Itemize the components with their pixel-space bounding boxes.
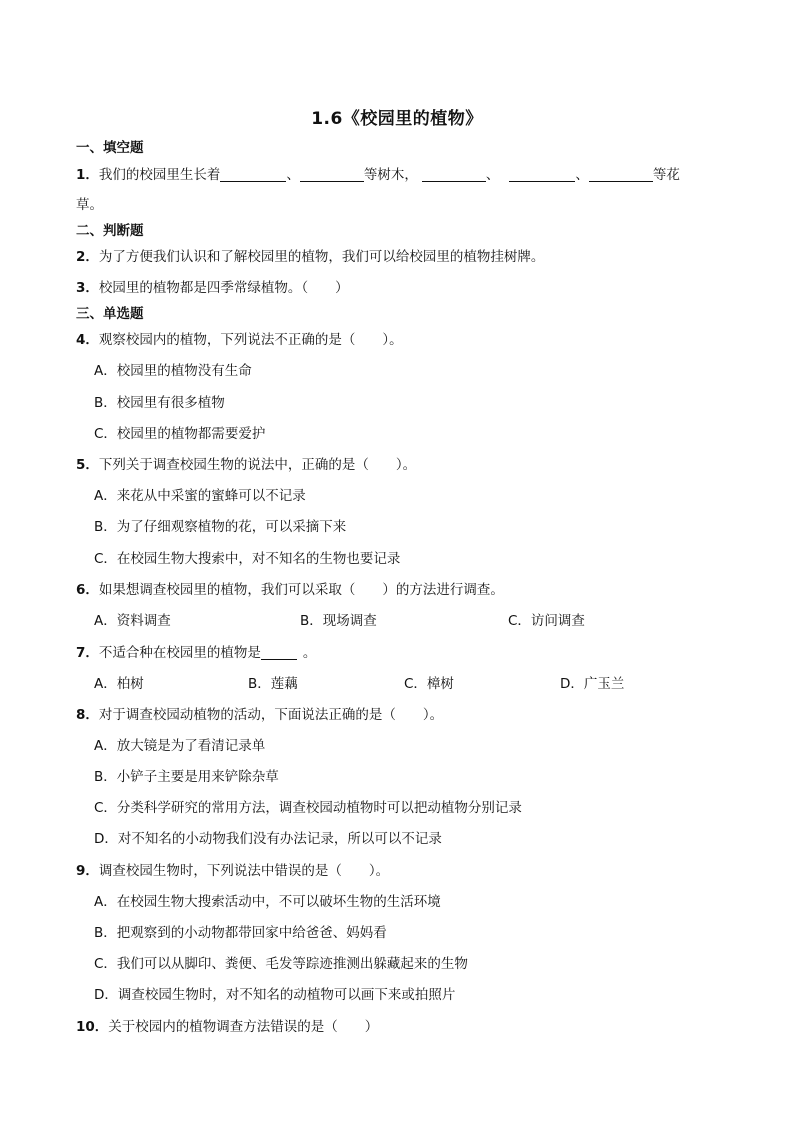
question-text: 调查校园生物时，下列说法中错误的是（ ）。 — [98, 863, 390, 879]
question-text: 校园里的植物都是四季常绿植物。（ ） — [98, 280, 349, 296]
section-single-choice: 三、单选题 — [76, 306, 144, 322]
section-fill-in: 一、填空题 — [76, 140, 144, 156]
question-text: 如果想调查校园里的植物，我们可以采取（ ）的方法进行调查。 — [98, 582, 504, 598]
question-5 — [76, 456, 416, 474]
option-d[interactable]: D．对不知名的小动物我们没有办法记录，所以可以不记录 — [94, 831, 442, 847]
answer-blank[interactable] — [220, 167, 286, 182]
option-c[interactable]: C．我们可以从脚印、粪便、毛发等踪迹推测出躲藏起来的生物 — [94, 956, 468, 972]
question-4 — [76, 331, 403, 349]
question-number: 5． — [76, 457, 99, 473]
question-2 — [76, 248, 544, 266]
option-b[interactable]: B．为了仔细观察植物的花，可以采摘下来 — [94, 519, 347, 535]
option-d[interactable]: D．调查校园生物时，对不知名的动植物可以画下来或拍照片 — [94, 987, 456, 1003]
question-text: 。 — [302, 645, 317, 661]
option-c[interactable]: C．在校园生物大搜索中，对不知名的生物也要记录 — [94, 551, 401, 567]
question-number: 3． — [76, 280, 99, 296]
section-true-false: 二、判断题 — [76, 223, 144, 239]
question-number: 9． — [76, 863, 99, 879]
question-8 — [76, 706, 443, 724]
answer-blank[interactable] — [300, 167, 364, 182]
question-text: 我们的校园里生长着 — [98, 167, 221, 183]
question-number: 10． — [76, 1019, 109, 1035]
question-text: 等树木， — [363, 167, 418, 183]
question-text: 等花 — [652, 167, 680, 183]
answer-blank[interactable] — [509, 167, 575, 182]
page-title: 1.6《校园里的植物》 — [311, 109, 483, 129]
option-a[interactable]: A．校园里的植物没有生命 — [94, 363, 252, 379]
option-b[interactable]: B．校园里有很多植物 — [94, 395, 225, 411]
option-b[interactable]: B．莲藕 — [248, 676, 298, 692]
question-number: 1． — [76, 167, 99, 183]
option-b[interactable]: B．小铲子主要是用来铲除杂草 — [94, 769, 279, 785]
question-number: 7． — [76, 645, 99, 661]
answer-blank[interactable] — [589, 167, 653, 182]
separator: 、 — [575, 167, 589, 183]
question-3 — [76, 279, 349, 297]
question-6 — [76, 581, 504, 599]
question-1 — [76, 166, 680, 184]
question-number: 8． — [76, 707, 99, 723]
option-a[interactable]: A．来花从中采蜜的蜜蜂可以不记录 — [94, 488, 306, 504]
question-text: 观察校园内的植物，下列说法不正确的是（ ）。 — [98, 332, 403, 348]
option-c[interactable]: C．分类科学研究的常用方法，调查校园动植物时可以把动植物分别记录 — [94, 800, 522, 816]
question-text: 不适合种在校园里的植物是 — [98, 645, 261, 661]
option-a[interactable]: A．柏树 — [94, 676, 144, 692]
option-d[interactable]: D．广玉兰 — [560, 676, 625, 692]
question-7 — [76, 644, 316, 662]
question-number: 6． — [76, 582, 99, 598]
option-a[interactable]: A．在校园生物大搜索活动中，不可以破坏生物的生活环境 — [94, 894, 441, 910]
answer-blank[interactable] — [422, 167, 486, 182]
option-c[interactable]: C．访问调查 — [508, 613, 585, 629]
question-10 — [76, 1018, 378, 1036]
answer-blank[interactable] — [261, 645, 297, 660]
question-text: 关于校园内的植物调查方法错误的是（ ） — [108, 1019, 379, 1035]
option-a[interactable]: A．放大镜是为了看清记录单 — [94, 738, 266, 754]
question-number: 2． — [76, 249, 99, 265]
separator: 、 — [286, 167, 300, 183]
option-a[interactable]: A．资料调查 — [94, 613, 171, 629]
question-9 — [76, 862, 389, 880]
question-text: 为了方便我们认识和了解校园里的植物，我们可以给校园里的植物挂树牌。 — [98, 249, 545, 265]
option-c[interactable]: C．樟树 — [404, 676, 454, 692]
option-c[interactable]: C．校园里的植物都需要爱护 — [94, 426, 266, 442]
option-b[interactable]: B．现场调查 — [300, 613, 377, 629]
option-b[interactable]: B．把观察到的小动物都带回家中给爸爸、妈妈看 — [94, 925, 387, 941]
separator: 、 — [485, 167, 500, 183]
question-text: 下列关于调查校园生物的说法中，正确的是（ ）。 — [98, 457, 417, 473]
question-text: 对于调查校园动植物的活动，下面说法正确的是（ ）。 — [98, 707, 444, 723]
question-1-continued: 草。 — [76, 197, 103, 213]
question-number: 4． — [76, 332, 99, 348]
